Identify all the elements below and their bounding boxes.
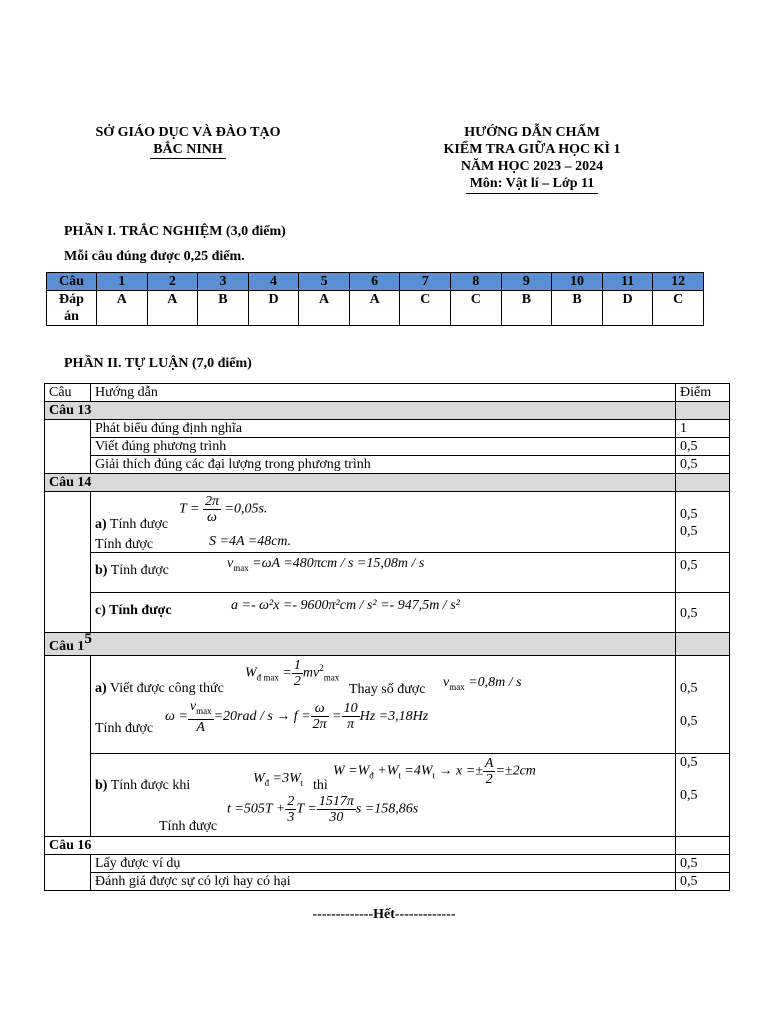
question-number: 11 <box>602 273 653 291</box>
eq-sub: max <box>233 562 249 573</box>
q15a-eq3: ω = $\frac{v_{max}}{A}$ =20rad / s → f = $\frac{\omega}{2\pi}$ = $\frac{10}{\pi}$ Hz =3,18Hz <box>165 699 429 735</box>
question-cell-empty <box>45 656 91 837</box>
part1-title: PHẦN I. TRẮC NGHIỆM (3,0 điểm) <box>64 224 286 239</box>
table-row <box>45 656 730 754</box>
points-value: 0,5 <box>680 558 698 573</box>
eq-mid: =3W <box>272 771 301 786</box>
answer-cell: A <box>349 291 400 326</box>
answer-label <box>47 291 97 326</box>
points-cell: 0,5 <box>676 855 730 873</box>
eq-mid: =20rad / s → f = <box>213 709 311 725</box>
eq-sup: 2 <box>319 663 324 674</box>
eq-den: ω <box>207 510 217 525</box>
guide-cell-q14a <box>91 492 676 553</box>
answer-label-line1: Đáp <box>59 292 84 307</box>
eq-den: 30 <box>329 810 344 825</box>
eq-num: 2 <box>287 794 295 809</box>
points-value: 0,5 <box>680 755 698 770</box>
q14b-label: b) <box>95 563 108 578</box>
guide-cell-q15b <box>91 754 676 837</box>
table-row <box>45 754 730 837</box>
eq-var: v <box>227 556 234 571</box>
section-label-sup: 5 <box>84 631 92 647</box>
eq-num <box>188 699 214 720</box>
eq-sub: max <box>323 672 340 683</box>
subject: Môn: Vật lí – Lớp 11 <box>469 176 595 191</box>
guide-cell: Giải thích đúng các đại lượng trong phương trình <box>91 456 676 474</box>
q14a-text2: Tính được <box>95 537 154 552</box>
eq-sub: t <box>398 770 401 781</box>
table-row <box>45 456 730 474</box>
question-cell-empty <box>45 855 91 891</box>
guide-cell: Phát biểu đúng định nghĩa <box>91 420 676 438</box>
q15b-line1 <box>95 777 190 794</box>
eq-den: 2 <box>293 674 301 689</box>
guide-cell-q14c <box>91 593 676 633</box>
q15b-text2: Tính được <box>159 819 218 834</box>
q15b-label: b) <box>95 778 108 793</box>
table-row <box>45 873 730 891</box>
section-label: Câu 14 <box>45 474 676 492</box>
eq-rhs: =±2cm <box>495 763 536 779</box>
answer-row <box>47 291 704 326</box>
col-points: Điểm <box>676 384 730 402</box>
question-number: 7 <box>400 273 451 291</box>
department-name: SỞ GIÁO DỤC VÀ ĐÀO TẠO <box>95 125 281 140</box>
eq-den: 3 <box>287 810 295 825</box>
section-row-q14 <box>45 474 730 492</box>
eq-rhs: =0,8m / s <box>468 675 522 690</box>
q15a-eq2 <box>443 674 522 696</box>
eq-fraction <box>483 756 496 787</box>
section-points-empty <box>676 402 730 420</box>
points-cell-q15b <box>676 754 730 837</box>
province-name: BẮC NINH <box>153 142 223 157</box>
eq-var: W <box>245 665 257 681</box>
points-value: 0,5 <box>680 507 698 522</box>
eq-sub: t <box>432 770 436 781</box>
answer-cell: B <box>552 291 603 326</box>
answer-cell: A <box>147 291 198 326</box>
q14a-label: a) <box>95 517 107 532</box>
eq-sub: max <box>449 681 465 692</box>
eq-den: 2 <box>485 772 493 787</box>
eq-lhs: ω = <box>165 709 188 725</box>
answer-cell: D <box>248 291 299 326</box>
points-value: 0,5 <box>680 788 698 803</box>
points-value: 0,5 <box>680 681 698 696</box>
eq-num: 1 <box>293 658 301 673</box>
question-cell-empty <box>45 420 91 474</box>
answer-cell: A <box>97 291 148 326</box>
eq-lhs: t =505T + <box>227 801 286 817</box>
q15b-thi: thì <box>313 778 328 793</box>
eq-num: ω <box>311 701 329 717</box>
eq-fraction <box>292 658 303 689</box>
q15b-eq3 <box>227 794 418 825</box>
q15a-label: a) <box>95 681 107 696</box>
q15a-text1: Viết được công thức <box>109 681 224 696</box>
section-label: Câu 13 <box>45 402 676 420</box>
points-cell: 0,5 <box>676 873 730 891</box>
q15b-text1: Tính được khi <box>110 778 191 793</box>
doc-title: HƯỚNG DẪN CHẤM <box>464 125 600 140</box>
section-points-empty <box>676 474 730 492</box>
multiple-choice-table <box>46 272 704 326</box>
guide-cell: Viết đúng phương trình <box>91 438 676 456</box>
section-row-q15 <box>45 633 730 656</box>
eq-fraction <box>342 701 360 732</box>
table-row <box>45 855 730 873</box>
section-label-text: Câu 1 <box>49 639 85 654</box>
eq-den: π <box>347 717 355 733</box>
part2-title: PHẦN II. TỰ LUẬN (7,0 điểm) <box>64 356 252 371</box>
eq-num: 2π <box>204 494 219 509</box>
q14c-label: c) Tính được <box>95 603 172 618</box>
question-cell-empty <box>45 492 91 633</box>
eq-sub: max <box>196 705 212 716</box>
eq-den: 2π <box>312 717 327 733</box>
q15a-text2: Thay số được <box>349 682 426 697</box>
question-number: 3 <box>198 273 249 291</box>
q15a-text3: Tính được <box>95 721 154 736</box>
points-cell-q14a <box>676 492 730 553</box>
question-label: Câu <box>47 273 97 291</box>
eq-fraction <box>285 794 296 825</box>
q14a-eq1 <box>179 494 267 525</box>
section-row-q13 <box>45 402 730 420</box>
q15a-eq1: $W_{đ max}$ = $\frac{1}{2}$ $mv^2_{max}$ <box>245 658 340 689</box>
eq-fraction <box>188 699 214 735</box>
question-number: 4 <box>248 273 299 291</box>
q14a-text1: Tính được <box>109 517 169 532</box>
eq-sub: đ max <box>256 672 279 683</box>
table-row <box>45 553 730 593</box>
q15a-line1 <box>95 680 224 697</box>
question-number: 5 <box>299 273 350 291</box>
section-points-empty <box>676 837 730 855</box>
answer-cell: B <box>501 291 552 326</box>
guide-cell: Đánh giá được sự có lợi hay có hại <box>91 873 676 891</box>
eq-var: v <box>443 675 450 690</box>
exam-name: KIỂM TRA GIỮA HỌC KÌ 1 <box>443 142 621 157</box>
eq-rhs: s =158,86s <box>355 801 419 817</box>
header-right-rule <box>466 193 598 194</box>
points-cell: 0,5 <box>676 456 730 474</box>
eq-lhs: W =W <box>333 763 370 779</box>
part1-note: Mỗi câu đúng được 0,25 điểm. <box>64 249 245 264</box>
eq-num: 10 <box>343 701 358 717</box>
q14b-eq <box>227 555 424 577</box>
essay-header-row <box>45 384 730 402</box>
guide-cell: Lấy được ví dụ <box>91 855 676 873</box>
answer-cell: C <box>400 291 451 326</box>
school-year: NĂM HỌC 2023 – 2024 <box>460 159 604 174</box>
q15b-eq2 <box>333 756 536 787</box>
question-number: 8 <box>451 273 502 291</box>
eq-num-var: v <box>189 699 197 714</box>
eq-lhs: T = <box>179 501 200 517</box>
eq-sub: đ <box>264 777 270 788</box>
section-points-empty <box>676 633 730 656</box>
answer-label-line2: án <box>64 309 79 324</box>
points-cell: 1 <box>676 420 730 438</box>
points-value: 0,5 <box>680 606 698 621</box>
eq-arrow: → x =± <box>438 763 483 779</box>
answer-cell: B <box>198 291 249 326</box>
question-row <box>47 273 704 291</box>
eq-var: W <box>253 771 265 786</box>
table-row <box>45 492 730 553</box>
col-question: Câu <box>45 384 91 402</box>
eq-rhs: mv <box>302 665 320 681</box>
answer-cell: A <box>299 291 350 326</box>
section-label <box>45 633 676 656</box>
question-number: 2 <box>147 273 198 291</box>
points-cell-q15a <box>676 656 730 754</box>
table-row <box>45 420 730 438</box>
eq-sub: t <box>300 777 304 788</box>
points-cell: 0,5 <box>676 438 730 456</box>
q15b-eq1 <box>253 770 303 792</box>
points-cell-q14b <box>676 553 730 593</box>
header-right <box>394 124 670 194</box>
section-row-q16 <box>45 837 730 855</box>
essay-table <box>44 383 730 891</box>
eq-sub: đ <box>369 770 374 781</box>
q14b-line <box>95 562 169 579</box>
guide-cell-q14b <box>91 553 676 593</box>
answer-cell: C <box>451 291 502 326</box>
table-row <box>45 438 730 456</box>
question-number: 10 <box>552 273 603 291</box>
eq-num: 1517π <box>318 794 354 809</box>
q14a-line1 <box>95 516 168 533</box>
q14c-eq: a =- ω²x =- 9600π²cm / s² =- 947,5m / s² <box>231 598 460 613</box>
q14b-text: Tính được <box>110 563 169 578</box>
end-marker: -------------Hết------------- <box>312 907 456 922</box>
guide-cell-q15a <box>91 656 676 754</box>
eq-mid: +W <box>377 763 399 779</box>
answer-cell: C <box>653 291 704 326</box>
eq-mid: T = <box>296 801 317 817</box>
eq-fraction <box>203 494 221 525</box>
header-left-rule <box>150 158 226 159</box>
col-guide: Hướng dẫn <box>91 384 676 402</box>
question-number: 6 <box>349 273 400 291</box>
q14a-eq2: S =4A =48cm. <box>209 534 292 549</box>
eq-fraction <box>311 701 329 732</box>
question-number: 9 <box>501 273 552 291</box>
answer-cell: D <box>602 291 653 326</box>
header-left <box>60 124 316 159</box>
points-value: 0,5 <box>680 714 698 729</box>
eq-mid: =4W <box>404 763 433 779</box>
eq-rhs: Hz =3,18Hz <box>359 709 429 725</box>
section-label: Câu 16 <box>45 837 676 855</box>
eq-den: A <box>196 719 205 735</box>
eq-fraction <box>317 794 356 825</box>
question-number: 1 <box>97 273 148 291</box>
eq-rhs: =ωA =480πcm / s =15,08m / s <box>252 556 425 571</box>
eq-num: A <box>484 756 494 771</box>
points-value: 0,5 <box>680 524 698 539</box>
question-number: 12 <box>653 273 704 291</box>
points-cell-q14c <box>676 593 730 633</box>
eq-rhs: =0,05s. <box>224 501 268 517</box>
table-row <box>45 593 730 633</box>
